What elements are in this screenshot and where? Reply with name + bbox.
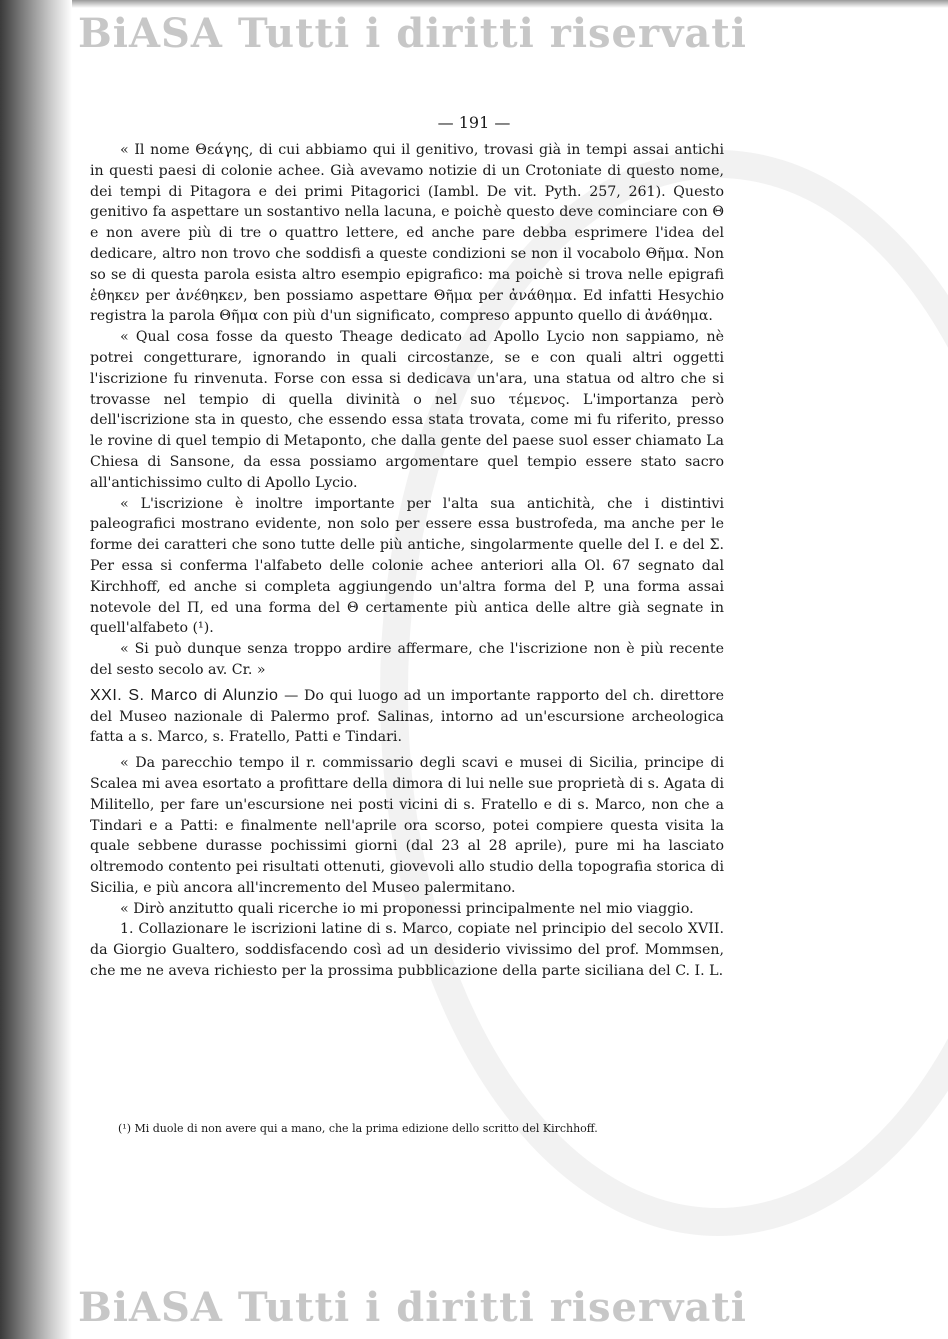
section-intro: — Do qui luogo ad un importante rapporto del ch. direttore del Museo nazionale di Palermo prof. Salinas, intorno ad un'escursione archeologica fatta a s. Marco, s. Fratello, Patti e Tindari.: [90, 687, 724, 746]
body-text: [90, 140, 724, 982]
paragraph: « Qual cosa fosse da questo Theage dedicato ad Apollo Lycio non sappiamo, nè potrei congetturare, ignorando in quali circostanze, se e con quali altri oggetti l'iscrizione fu rinvenuta. Forse con essa si dedicava un'ara, una statua od altro che si trovasse nel tempio di quella divinità o nel suo τέμενος. L'importanza però dell'iscrizione sta in questo, che essendo essa stata trovata, come mi fu riferito, presso le rovine di quel tempio di Metaponto, che dalla gente del paese suol esser chiamato La Chiesa di Sansone, da essa possiamo argomentare quel tempio essere stato sacro all'antichissimo culto di Apollo Lycio.: [90, 329, 724, 491]
section-heading: XXI. S. Marco di Alunzio: [90, 686, 279, 704]
page-number: — 191 —: [437, 113, 511, 132]
section-paragraph: [90, 686, 724, 748]
paragraph: « L'iscrizione è inoltre importante per l'alta sua antichità, che i distintivi paleografici mostrano evidente, non solo per essere essa bustrofeda, ma anche per le forme dei caratteri che sono tutte delle più antiche, singolarmente quelle del I. e del Σ. Per essa si conferma l'alfabeto delle colonie achee anteriori alla Ol. 67 segnato dal Kirchhoff, ed anche si completa aggiungendo un'altra forma del P, una forma assai notevole del Π, ed una forma del Θ certamente più antica delle altre già segnate in quell'alfabeto (¹).: [90, 495, 724, 637]
watermark-top: BiASA Tutti i diritti riservati: [78, 10, 747, 57]
paragraph: « Il nome Θεάγης, di cui abbiamo qui il genitivo, trovasi già in tempi assai antichi in questi paesi di colonie achee. Già avevamo notizie di un Crotoniate di questo nome, dei tempi di Pitagora e dei primi Pitagorici (Iambl. De vit. Pyth. 257, 261). Questo genitivo fa aspettare un sostantivo nella lacuna, e poichè questo deve cominciare con Θ e non avere più di tre o quattro lettere, ed anche pare debba esprimere l'idea del dedicare, altro non trovo che soddisfi a queste condizioni se non il vocabolo Θῆμα. Non so se di questa parola esista altro esempio epigrafico: ma poichè si trova nelle epigrafi ἐθηκεν per ἀνέθηκεν, ben possiamo aspettare Θῆμα per ἀνάθημα. Ed infatti Hesychio registra la parola Θῆμα con più d'un significato, compreso appunto quello di ἀνάθημα.: [90, 142, 724, 325]
scan-binding-shadow: [0, 0, 72, 1339]
paragraph: 1. Collazionare le iscrizioni latine di s. Marco, copiate nel principio del secolo XVII. da Giorgio Gualtero, soddisfacendo così ad un desiderio vivissimo del prof. Mommsen, che me ne aveva richiesto per la prossima pubblicazione della parte siciliana del C. I. L.: [90, 921, 724, 980]
paragraph: « Dirò anzitutto quali ricerche io mi proponessi principalmente nel mio viaggio.: [120, 900, 694, 917]
footnote: (¹) Mi duole di non avere qui a mano, che la prima edizione dello scritto del Kirchhoff.: [118, 1122, 598, 1135]
watermark-bottom: BiASA Tutti i diritti riservati: [78, 1284, 747, 1331]
paragraph: « Si può dunque senza troppo ardire affermare, che l'iscrizione non è più recente del sesto secolo av. Cr. »: [90, 641, 724, 678]
scan-top-shadow: [0, 0, 948, 8]
paragraph: « Da parecchio tempo il r. commissario degli scavi e musei di Sicilia, principe di Scalea mi avea esortato a profittare della dimora di lui nelle sue proprietà di s. Agata di Militello, per fare un'escursione nei posti vicini di s. Fratello e di s. Marco, non che a Tindari e a Patti: e finalmente nell'aprile ora scorso, potei compiere questa visita la quale sebbene durasse pochissimi giorni (dal 23 al 28 aprile), pure mi ha lasciato oltremodo contento pei risultati ottenuti, giovevoli allo studio della topografia storica di Sicilia, e più ancora all'incremento del Museo palermitano.: [90, 755, 724, 896]
